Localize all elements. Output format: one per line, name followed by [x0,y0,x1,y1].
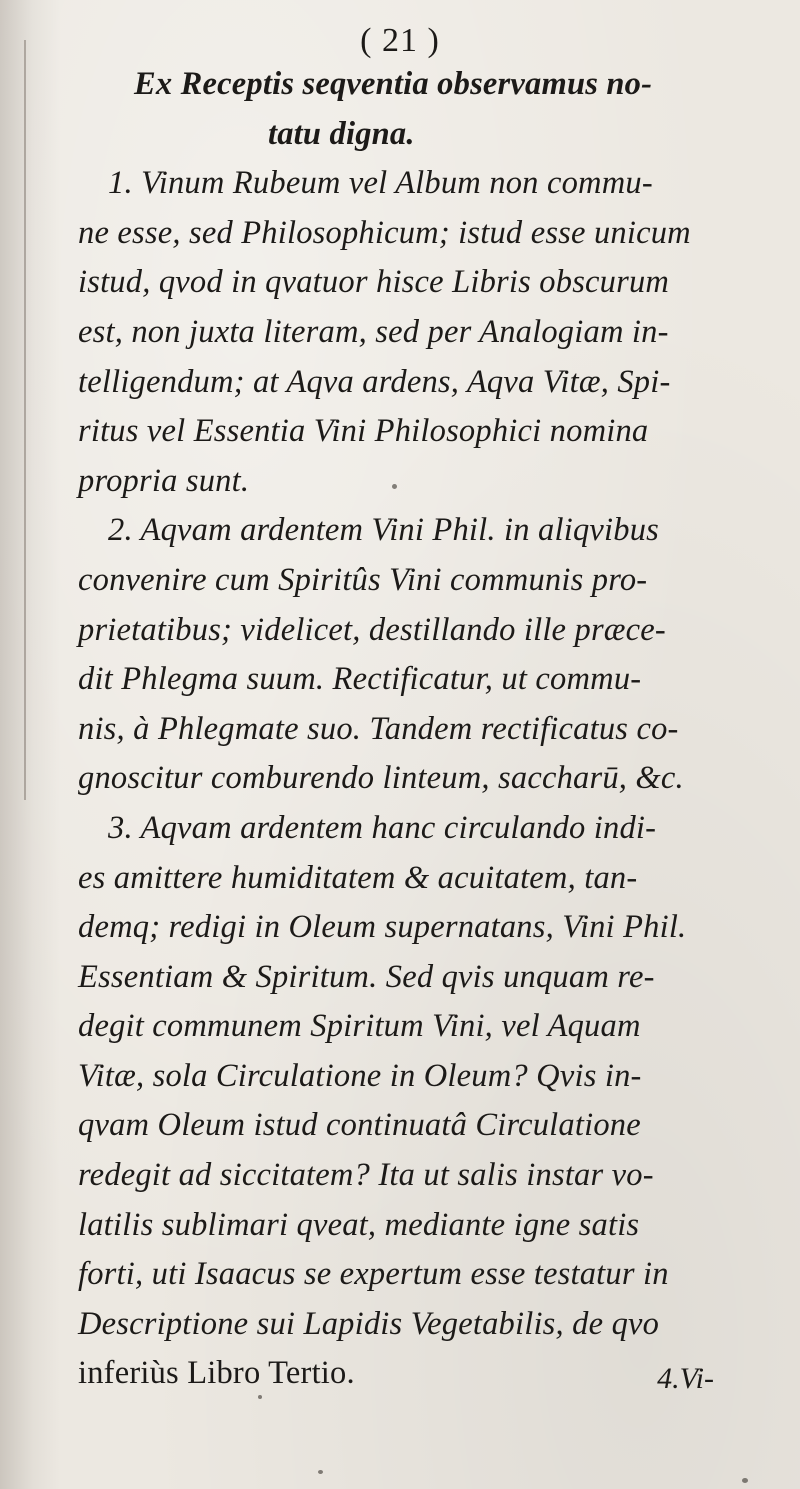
text-line: degit communem Spiritum Vini, vel Aquam [78,1008,641,1045]
ink-speck [742,1478,748,1483]
text-line: istud, qvod in qvatuor hisce Libris obscurum [78,264,670,301]
body-text [78,60,778,1399]
binding-margin-line [24,40,26,800]
text-line: tatu digna. [268,115,415,152]
text-line: propria sunt. [78,462,250,499]
page-number: ( 21 ) [360,22,440,59]
text-line: Essentiam & Spiritum. Sed qvis unquam re- [78,958,655,995]
text-line: est, non juxta literam, sed per Analogiam in- [78,313,669,350]
text-line: Ex Receptis seqventia observamus no- [134,66,653,102]
text-line: dit Phlegma suum. Rectificatur, ut commu- [78,661,642,698]
text-line: 3. Aqvam ardentem hanc circulando indi- [108,809,657,846]
text-line: gnoscitur comburendo linteum, saccharū, &c. [78,760,684,797]
text-line: 1. Vinum Rubeum vel Album non commu- [108,165,653,202]
text-line: qvam Oleum istud continuatâ Circulatione [78,1107,641,1144]
text-line: telligendum; at Aqva ardens, Aqva Vitæ, Spi- [78,363,671,400]
text-line: Descriptione sui Lapidis Vegetabilis, de qvo [78,1305,660,1342]
catchword: 4.Vi- [657,1362,714,1395]
ink-speck [258,1395,262,1399]
text-line: 2. Aqvam ardentem Vini Phil. in aliqvibus [108,512,660,549]
text-line: redegit ad siccitatem? Ita ut salis instar vo- [78,1157,654,1194]
text-line: forti, uti Isaacus se expertum esse testatur in [78,1256,669,1293]
text-line: demq; redigi in Oleum supernatans, Vini Phil. [78,909,687,946]
ink-speck [318,1470,323,1474]
text-line: es amittere humiditatem & acuitatem, tan- [78,859,638,896]
ink-speck [392,484,397,489]
text-line: ritus vel Essentia Vini Philosophici nomina [78,413,649,450]
text-line: ne esse, sed Philosophicum; istud esse unicum [78,214,691,251]
text-line: nis, à Phlegmate suo. Tandem rectificatus co- [78,710,679,747]
text-line: latilis sublimari qveat, mediante igne satis [78,1206,640,1243]
text-line: convenire cum Spiritûs Vini communis pro- [78,561,648,598]
text-line: Vitæ, sola Circulatione in Oleum? Qvis in- [78,1057,642,1094]
text-line: prietatibus; videlicet, destillando ille præce- [78,611,666,648]
text-line: inferiùs Libro Tertio. [78,1355,355,1392]
binding-shadow [0,0,60,1489]
